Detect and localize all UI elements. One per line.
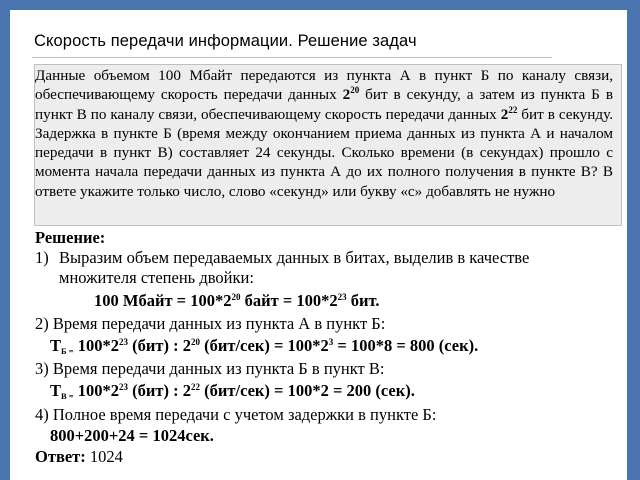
step-3-formula: $T_{В =}$ $100*2^{23}$ (бит) : $2^{22}$ (бит/сек) = 100*2 = 200 (сек). — [50, 381, 415, 401]
solution-label: Решение: — [35, 228, 106, 247]
answer-label: Ответ: — [35, 447, 86, 466]
problem-text-part3: бит в секунду. Задержка в пункте Б (время между окончанием приема данных из пункта А и началом передачи в пункт В) составляет 24 секунды. Сколько времени (в секундах) прошло с момента начала передачи данных из пункта А до их полного получения в пункте В? В ответе укажите только число, слово «секунд» или букву «с» добавлять не нужно — [35, 105, 613, 200]
step-1-formula: 100 Мбайт = $100*2^{20}$ байт = $100*2^{23}$ бит. — [94, 291, 380, 310]
rate-2: $2^{22}$ — [500, 104, 518, 123]
step-4-text: 4) Полное время передачи с учетом задержки в пункте Б: — [35, 405, 437, 424]
step-2-text: 2) Время передачи данных из пункта А в пункт Б: — [35, 314, 386, 333]
answer-value: 1024 — [89, 447, 123, 466]
slide — [10, 10, 627, 480]
step-2-formula: $T_{Б =}$ $100*2^{23}$ (бит) : $2^{20}$ $(бит/сек) = 100*2^3 = 100*8 = 800$ (сек). — [50, 336, 479, 356]
rate-1: $2^{20}$ — [342, 85, 360, 104]
step-1-line-1 — [35, 248, 529, 268]
problem-text-part2: бит в секунду, а затем из пункта Б в пункт В по каналу связи, обеспечивающему скорость передачи данных — [35, 86, 613, 123]
title-divider — [32, 57, 552, 58]
step-1-marker: 1) — [35, 248, 49, 267]
problem-text-part1: Данные объемом 100 Мбайт передаются из пункта А в пункт Б по каналу связи, обеспечивающему скорость передачи данных — [35, 67, 613, 104]
answer-row — [35, 447, 123, 467]
step-4-formula: 800+200+24 = 1024сек. — [50, 426, 214, 445]
problem-statement — [35, 66, 613, 201]
step-1-text-2: множителя степень двойки: — [59, 268, 254, 287]
slide-title: Скорость передачи информации. Решение задач — [34, 32, 417, 50]
step-3-text: 3) Время передачи данных из пункта Б в пункт В: — [35, 359, 385, 378]
step-1-text-1: Выразим объем передаваемых данных в битах, выделив в качестве — [59, 248, 530, 267]
